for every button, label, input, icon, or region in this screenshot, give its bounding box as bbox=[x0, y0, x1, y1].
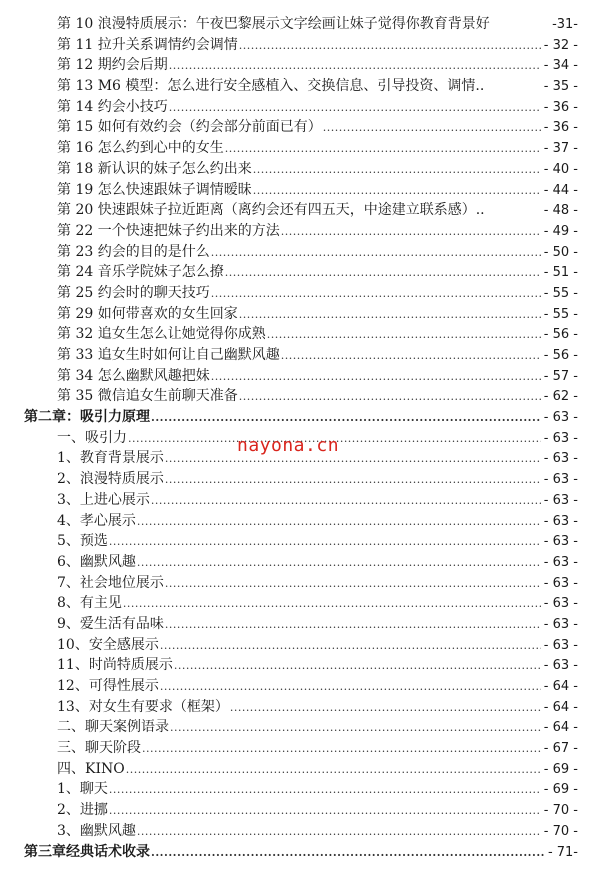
toc-entry-row[interactable] bbox=[0, 262, 611, 283]
toc-entry-title: 2、浪漫特质展示 bbox=[57, 469, 165, 490]
toc-entry[interactable] bbox=[57, 676, 578, 698]
toc-entry-row[interactable] bbox=[0, 386, 611, 407]
toc-entry-row[interactable] bbox=[0, 469, 611, 490]
toc-page-number: - 49 - bbox=[543, 223, 578, 239]
dot-leader bbox=[174, 656, 541, 677]
dot-leader bbox=[126, 760, 541, 781]
toc-entry-title: 第 35 微信追女生前聊天准备 bbox=[57, 386, 239, 407]
toc-entry-title: 4、孝心展示 bbox=[57, 511, 137, 532]
toc-page-number: - 64 - bbox=[543, 699, 578, 715]
toc-page-number: - 70 - bbox=[543, 803, 578, 819]
dot-leader bbox=[239, 305, 541, 326]
toc-entry-title: 5、预选 bbox=[57, 531, 109, 552]
toc-page-number: - 67 - bbox=[543, 741, 578, 757]
toc-entry[interactable] bbox=[57, 366, 578, 388]
watermark: nayona.cn bbox=[237, 435, 340, 456]
toc-entry-title: 11、时尚特质展示 bbox=[57, 655, 174, 676]
toc-entry-title: 第二章：吸引力原理 bbox=[24, 407, 151, 428]
toc-entry[interactable] bbox=[57, 159, 578, 181]
dot-leader bbox=[137, 553, 541, 574]
toc-entry-title: 第 29 如何带喜欢的女生回家 bbox=[57, 304, 239, 325]
toc-entry-title: 第 25 约会时的聊天技巧 bbox=[57, 283, 211, 304]
toc-entry[interactable] bbox=[24, 842, 578, 864]
toc-entry-title: 3、上进心展示 bbox=[57, 490, 151, 511]
toc-page-number: - 57 - bbox=[543, 368, 578, 384]
toc-entry-title: 1、教育背景展示 bbox=[57, 448, 165, 469]
toc-entry-row[interactable] bbox=[0, 635, 611, 656]
toc-entry-row[interactable] bbox=[0, 324, 611, 345]
toc-entry-title: 第 10 浪漫特质展示：午夜巴黎展示文字绘画让妹子觉得你教育背景好 bbox=[57, 14, 491, 35]
toc-page-number: - 63 - bbox=[543, 658, 578, 674]
toc-entry-title: 第 20 快速跟妹子拉近距离（离约会还有四五天，中途建立联系感）.. bbox=[57, 200, 486, 221]
toc-entry-title: 第三章经典话术收录 bbox=[24, 842, 151, 863]
toc-entry[interactable] bbox=[57, 531, 578, 553]
toc-entry-row[interactable] bbox=[0, 304, 611, 325]
toc-page-number: - 69 - bbox=[543, 782, 578, 798]
toc-entry[interactable] bbox=[57, 262, 578, 284]
dot-leader bbox=[160, 636, 541, 657]
toc-page-number: - 64 - bbox=[543, 679, 578, 694]
toc-entry-title: 1、聊天 bbox=[57, 779, 109, 800]
dot-leader bbox=[165, 574, 541, 595]
dot-leader bbox=[123, 594, 541, 615]
toc-entry-title: 第 12 期约会后期 bbox=[57, 55, 169, 76]
dot-leader bbox=[169, 98, 541, 119]
toc-entry-row[interactable] bbox=[0, 221, 611, 242]
toc-entry-title: 7、社会地位展示 bbox=[57, 573, 165, 594]
toc-entry[interactable] bbox=[57, 573, 578, 595]
toc-entry[interactable] bbox=[57, 386, 578, 408]
toc-entry-row[interactable] bbox=[0, 697, 611, 718]
toc-entry-title: 三、聊天阶段 bbox=[57, 738, 142, 759]
toc-entry[interactable] bbox=[57, 304, 578, 326]
toc-page-number: - 63 - bbox=[543, 492, 578, 508]
toc-entry-row[interactable] bbox=[0, 655, 611, 676]
toc-page-number: - 37 - bbox=[543, 141, 578, 157]
toc-entry-row[interactable] bbox=[0, 614, 611, 635]
toc-page-number: - 64 - bbox=[543, 720, 578, 736]
toc-chapter-row[interactable] bbox=[0, 842, 611, 863]
toc-page-number: - 63 - bbox=[543, 410, 578, 426]
toc-page-number: - 35 - bbox=[543, 79, 578, 95]
toc-entry[interactable] bbox=[57, 821, 578, 843]
toc-page-number: - 36 - bbox=[543, 99, 578, 115]
toc-entry-row[interactable] bbox=[0, 366, 611, 387]
toc-entry[interactable] bbox=[24, 407, 578, 429]
toc-entry[interactable] bbox=[57, 324, 578, 346]
toc-entry[interactable] bbox=[57, 283, 578, 305]
toc-page-number: - 56 - bbox=[543, 327, 578, 343]
toc-entry-row[interactable] bbox=[0, 759, 611, 780]
toc-entry[interactable] bbox=[57, 635, 578, 657]
toc-entry[interactable] bbox=[57, 614, 578, 636]
dot-leader bbox=[109, 801, 541, 822]
toc-page-number: - 63 - bbox=[543, 451, 578, 467]
toc-entry[interactable] bbox=[57, 759, 578, 781]
dot-leader bbox=[109, 780, 541, 801]
dot-leader bbox=[267, 325, 541, 346]
dot-leader bbox=[239, 36, 541, 57]
toc-page-number: - 63 - bbox=[543, 616, 578, 632]
toc-entry[interactable] bbox=[57, 35, 578, 57]
dot-leader bbox=[151, 408, 541, 429]
toc-entry-row[interactable] bbox=[0, 490, 611, 511]
toc-entry-row[interactable] bbox=[0, 717, 611, 738]
toc-page-number: - 63 - bbox=[543, 596, 578, 612]
toc-entry[interactable] bbox=[57, 97, 578, 119]
dot-leader bbox=[211, 284, 541, 305]
toc-entry-title: 10、安全感展示 bbox=[57, 635, 160, 656]
toc-entry[interactable] bbox=[57, 593, 578, 615]
toc-entry[interactable] bbox=[57, 180, 578, 202]
toc-entry[interactable] bbox=[57, 76, 578, 98]
dot-leader bbox=[253, 160, 541, 181]
toc-entry[interactable] bbox=[57, 117, 578, 139]
toc-entry-title: 第 22 一个快速把妹子约出来的方法 bbox=[57, 221, 281, 242]
toc-page-number: - 32 - bbox=[543, 37, 578, 53]
toc-page-number: - 62 - bbox=[543, 389, 578, 405]
toc-page-number: - 50 - bbox=[543, 244, 578, 260]
toc-entry[interactable] bbox=[57, 242, 578, 264]
dot-leader bbox=[225, 263, 541, 284]
dot-leader bbox=[151, 843, 545, 864]
toc-entry-title: 13、对女生有要求（框架） bbox=[57, 697, 230, 718]
toc-chapter-row[interactable] bbox=[0, 407, 611, 428]
toc-page-number: - 63 - bbox=[543, 534, 578, 550]
toc-entry-row[interactable] bbox=[0, 552, 611, 573]
toc-entry-title: 第 23 约会的目的是什么 bbox=[57, 242, 211, 263]
dot-leader bbox=[230, 698, 541, 719]
toc-entry-row[interactable] bbox=[0, 573, 611, 594]
toc-entry-row[interactable] bbox=[0, 76, 611, 97]
toc-page-number: - 71- bbox=[547, 844, 578, 860]
toc-entry-title: 3、幽默风趣 bbox=[57, 821, 137, 842]
toc-entry[interactable] bbox=[57, 717, 578, 739]
toc-entry-title: 第 32 追女生怎么让她觉得你成熟 bbox=[57, 324, 267, 345]
toc-entry-title: 9、爱生活有品味 bbox=[57, 614, 165, 635]
toc-page-number: - 63 - bbox=[543, 513, 578, 529]
dot-leader bbox=[165, 449, 541, 470]
toc-page-number: - 36 - bbox=[543, 120, 578, 136]
toc-entry-row[interactable] bbox=[0, 283, 611, 304]
toc-entry-row[interactable] bbox=[0, 138, 611, 159]
toc-entry-row[interactable] bbox=[0, 779, 611, 800]
toc-entry[interactable] bbox=[57, 14, 578, 36]
dot-leader bbox=[170, 718, 541, 739]
toc-page-number: - 55 - bbox=[543, 285, 578, 301]
dot-leader bbox=[323, 118, 541, 139]
toc-entry-title: 第 11 拉升关系调情约会调情 bbox=[57, 35, 239, 56]
toc-entry[interactable] bbox=[57, 200, 578, 222]
toc-page-number: - 56 - bbox=[543, 348, 578, 363]
toc-entry-title: 第 14 约会小技巧 bbox=[57, 97, 169, 118]
toc-entry-row[interactable] bbox=[0, 800, 611, 821]
dot-leader bbox=[225, 139, 541, 160]
toc-entry[interactable] bbox=[57, 511, 578, 533]
dot-leader bbox=[169, 56, 541, 77]
toc-entry-title: 第 19 怎么快速跟妹子调情暧昧 bbox=[57, 180, 253, 201]
toc-entry-row[interactable] bbox=[0, 821, 611, 842]
toc-entry-title: 第 33 追女生时如何让自己幽默风趣 bbox=[57, 345, 281, 366]
dot-leader bbox=[211, 367, 541, 388]
dot-leader bbox=[137, 822, 541, 843]
toc-entry-row[interactable] bbox=[0, 117, 611, 138]
toc-entry-row[interactable] bbox=[0, 738, 611, 759]
toc-entry[interactable] bbox=[57, 738, 578, 760]
toc-entry-title: 2、进挪 bbox=[57, 800, 109, 821]
toc-page-number: - 63 - bbox=[543, 472, 578, 488]
toc-entry-row[interactable] bbox=[0, 511, 611, 532]
toc-entry[interactable] bbox=[57, 469, 578, 491]
toc-page-number: - 34 - bbox=[543, 58, 578, 74]
toc-page-number: - 63 - bbox=[543, 554, 578, 570]
dot-leader bbox=[160, 677, 541, 698]
toc-entry-row[interactable] bbox=[0, 200, 611, 221]
dot-leader bbox=[239, 387, 541, 408]
toc-page-number: - 55 - bbox=[543, 306, 578, 322]
toc-entry-title: 第 13 M6 模型：怎么进行安全感植入、交换信息、引导投资、调情.. bbox=[57, 76, 485, 97]
dot-leader bbox=[165, 615, 541, 636]
dot-leader bbox=[165, 470, 541, 491]
toc-page-number: -31- bbox=[552, 17, 578, 32]
toc-entry-title: 一、吸引力 bbox=[57, 428, 128, 449]
toc-entry-row[interactable] bbox=[0, 180, 611, 201]
dot-leader bbox=[151, 491, 541, 512]
toc-entry-title: 8、有主见 bbox=[57, 593, 123, 614]
toc-page-number: - 63 - bbox=[543, 430, 578, 446]
toc-page-number: - 63 - bbox=[543, 575, 578, 591]
toc-entry[interactable] bbox=[57, 697, 578, 719]
toc-entry-title: 二、聊天案例语录 bbox=[57, 717, 170, 738]
toc-entry-row[interactable] bbox=[0, 242, 611, 263]
toc-entry[interactable] bbox=[57, 655, 578, 677]
toc-entry[interactable] bbox=[57, 800, 578, 822]
dot-leader bbox=[253, 181, 541, 202]
toc-entry-title: 6、幽默风趣 bbox=[57, 552, 137, 573]
toc-entry-row[interactable] bbox=[0, 159, 611, 180]
toc-entry-row[interactable] bbox=[0, 55, 611, 76]
dot-leader bbox=[211, 243, 541, 264]
toc-entry-title: 第 18 新认识的妹子怎么约出来 bbox=[57, 159, 253, 180]
toc-page-number: - 63 - bbox=[543, 637, 578, 653]
dot-leader bbox=[281, 346, 541, 367]
toc-page-number: - 40 - bbox=[543, 161, 578, 177]
toc-entry-title: 12、可得性展示 bbox=[57, 676, 160, 697]
toc-page-number: - 70 - bbox=[543, 823, 578, 839]
toc-page-number: - 44 - bbox=[543, 182, 578, 198]
toc-entry-row[interactable] bbox=[0, 345, 611, 366]
toc-entry[interactable] bbox=[57, 779, 578, 801]
toc-entry-title: 第 15 如何有效约会（约会部分前面已有） bbox=[57, 117, 323, 138]
toc-entry-title: 第 34 怎么幽默风趣把妹 bbox=[57, 366, 211, 387]
dot-leader bbox=[281, 222, 541, 243]
toc-page-number: - 51 - bbox=[543, 265, 578, 281]
toc-page-number: - 69 - bbox=[543, 761, 578, 777]
toc-entry[interactable] bbox=[57, 345, 578, 367]
toc-entry[interactable] bbox=[57, 490, 578, 512]
dot-leader bbox=[137, 512, 541, 533]
toc-entry-row[interactable] bbox=[0, 531, 611, 552]
dot-leader bbox=[109, 532, 541, 553]
toc-entry-row[interactable] bbox=[0, 97, 611, 118]
toc-entry[interactable] bbox=[57, 552, 578, 574]
toc-page-number: - 48 - bbox=[543, 203, 578, 219]
toc-entry-title: 四、KINO bbox=[57, 759, 126, 780]
dot-leader bbox=[142, 739, 541, 760]
toc-entry-row[interactable] bbox=[0, 676, 611, 697]
toc-entry[interactable] bbox=[57, 55, 578, 77]
toc-entry-title: 第 16 怎么约到心中的女生 bbox=[57, 138, 225, 159]
toc-entry[interactable] bbox=[57, 138, 578, 160]
toc-entry-row[interactable] bbox=[0, 14, 611, 35]
toc-entry-row[interactable] bbox=[0, 593, 611, 614]
toc-entry-title: 第 24 音乐学院妹子怎么撩 bbox=[57, 262, 225, 283]
toc-entry[interactable] bbox=[57, 221, 578, 243]
toc-entry-row[interactable] bbox=[0, 35, 611, 56]
